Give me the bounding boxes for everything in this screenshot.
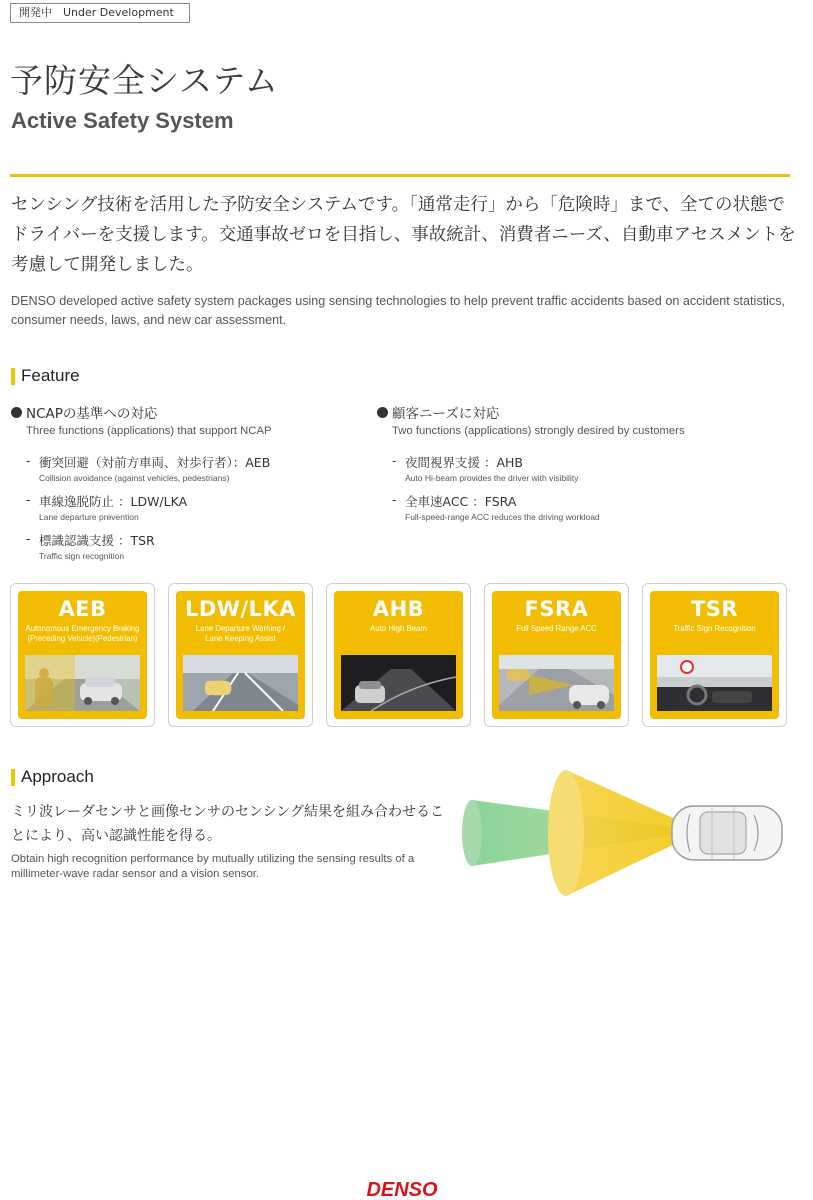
list-item-jp: 夜間視界支援 ：AHB — [405, 455, 523, 470]
list-item: - 車線逸脱防止 ：LDW/LKA Lane departure prevention — [26, 492, 411, 522]
card-subtitle: Auto High Beam — [370, 624, 427, 633]
feature-ncap-list — [26, 453, 411, 561]
denso-logo — [350, 1178, 455, 1200]
intro-text-en: DENSO developed active safety system packages using sensing technologies to help prevent traffic accidents based on accident statistics, consumer needs, laws, and new car assessment. — [11, 294, 786, 327]
feature-customer-title-text: 顧客ニーズに対応 — [392, 406, 500, 422]
list-item-en: Auto Hi-beam provides the driver with visibility — [405, 473, 579, 483]
svg-text:DENSO: DENSO — [366, 1179, 438, 1200]
card-fsra — [484, 583, 629, 727]
feature-heading — [11, 366, 80, 386]
card-subtitle: Traffic Sign Recognition — [673, 624, 756, 633]
card-title: FSRA — [524, 597, 589, 621]
heading-accent-bar — [11, 368, 15, 385]
feature-column-customer — [377, 402, 777, 531]
sensor-fusion-diagram — [462, 768, 792, 898]
feature-column-ncap — [11, 402, 411, 570]
feature-customer-subtitle: Two functions (applications) strongly desired by customers — [392, 425, 685, 437]
approach-heading — [11, 767, 94, 787]
approach-heading-label: Approach — [21, 767, 94, 786]
page-title-jp: 予防安全システム — [10, 61, 279, 100]
list-item: - 全車速ACC ：FSRA Full-speed-range ACC reduces the driving workload — [392, 492, 777, 522]
aeb-scene-image — [25, 655, 140, 711]
fsra-scene-image — [499, 655, 614, 711]
card-aeb — [10, 583, 155, 727]
card-title: TSR — [690, 597, 739, 621]
car-top-view — [672, 806, 782, 860]
card-tsr — [642, 583, 787, 727]
list-item-en: Traffic sign recognition — [39, 551, 125, 561]
list-item-en: Full-speed-range ACC reduces the driving workload — [405, 512, 600, 522]
approach-text-en: Obtain high recognition performance by mutually utilizing the sensing results of a millimeter-wave radar sensor and a vision sensor. — [11, 853, 415, 880]
feature-ncap-title — [11, 402, 411, 422]
bullet-icon — [11, 407, 22, 418]
list-item-jp: 車線逸脱防止 ：LDW/LKA — [39, 494, 188, 509]
intro-text-jp: センシング技術を活用した予防安全システムです。「通常走行」から「危険時」まで、全ての状態でドライバーを支援します。交通事故ゼロを目指し、事故統計、消費者ニーズ、自動車アセスメントを考慮して開発しました。 — [11, 195, 796, 275]
list-item-jp: 全車速ACC ：FSRA — [405, 494, 517, 509]
card-title: LDW/LKA — [184, 597, 297, 621]
feature-ncap-title-text: NCAPの基準への対応 — [26, 406, 158, 422]
page-title-en: Active Safety System — [11, 108, 234, 133]
list-item: - 夜間視界支援 ：AHB Auto Hi-beam provides the driver with visibility — [392, 453, 777, 483]
feature-customer-list — [392, 453, 777, 522]
card-ahb — [326, 583, 471, 727]
function-cards — [10, 583, 785, 727]
card-ldw-lka — [168, 583, 313, 727]
list-item-jp: 衝突回避（対前方車両、対歩行者）：AEB — [39, 455, 271, 470]
list-item: - 標識認識支援 ：TSR Traffic sign recognition — [26, 531, 411, 561]
card-subtitle: Full Speed Range ACC — [516, 624, 597, 633]
ldw-scene-image — [183, 655, 298, 711]
feature-ncap-subtitle: Three functions (applications) that support NCAP — [26, 425, 272, 437]
tsr-scene-image — [657, 655, 772, 711]
bullet-icon — [377, 407, 388, 418]
card-subtitle: Autonomous Emergency Braking (Preceding Vehicle)(Pedestrian) — [25, 624, 140, 643]
card-subtitle: Lane Departure Warning / Lane Keeping Assist — [195, 624, 286, 643]
development-status-badge: 開発中 Under Development — [10, 3, 190, 23]
ahb-scene-image — [341, 655, 456, 711]
title-divider — [10, 174, 790, 177]
list-item: - 衝突回避（対前方車両、対歩行者）：AEB Collision avoidance (against vehicles, pedestrians) — [26, 453, 411, 483]
list-item-jp: 標識認識支援 ：TSR — [39, 533, 155, 548]
card-title: AEB — [58, 597, 107, 621]
list-item-en: Lane departure prevention — [39, 512, 139, 522]
approach-text-jp: ミリ波レーダセンサと画像センサのセンシング結果を組み合わせることにより、高い認識性能を得る。 — [11, 804, 445, 844]
feature-heading-label: Feature — [21, 366, 80, 385]
card-title: AHB — [372, 597, 425, 621]
heading-accent-bar — [11, 769, 15, 786]
list-item-en: Collision avoidance (against vehicles, pedestrians) — [39, 473, 230, 483]
feature-customer-title — [377, 402, 777, 422]
